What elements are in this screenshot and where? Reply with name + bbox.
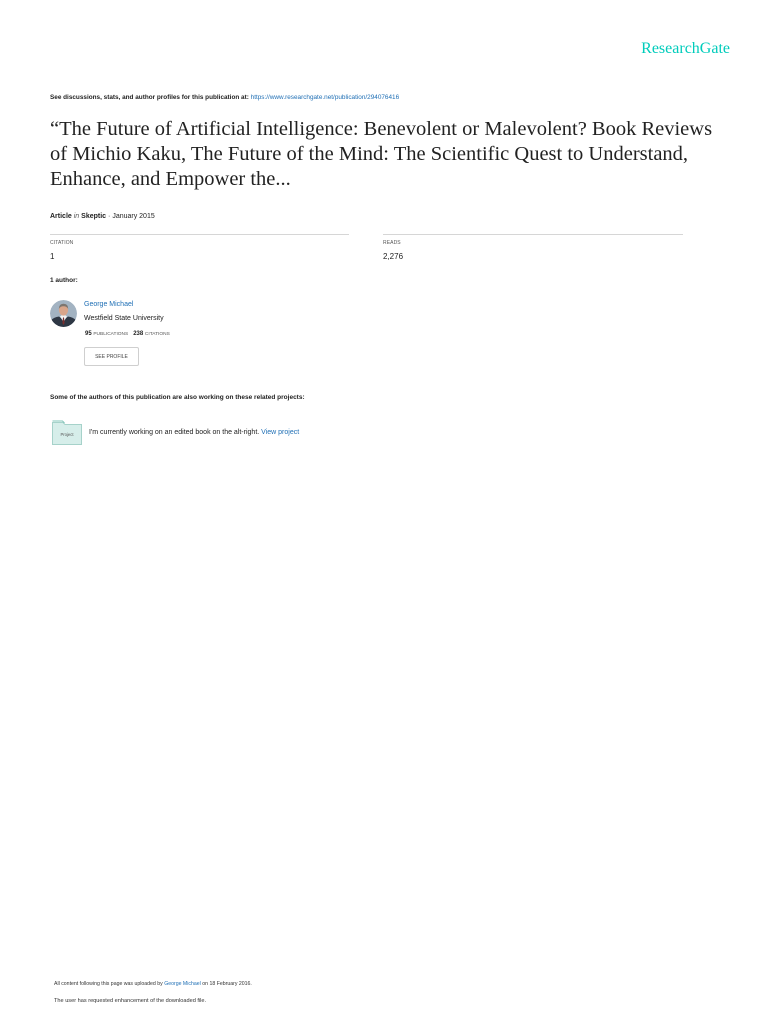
author-institution: Westfield State University — [84, 315, 164, 322]
publications-label: PUBLICATIONS — [93, 332, 129, 337]
citation-label: CITATION — [50, 240, 74, 246]
project-folder-icon[interactable] — [52, 420, 82, 445]
publication-title: “The Future of Artificial Intelligence: Benevolent or Malevolent? Book Reviews of Michio Kaku, The Future of the Mind: The Scientific Quest to Understand, Enhance, and Empower the... — [50, 118, 713, 190]
publication-url-link[interactable]: https://www.researchgate.net/publication/294076416 — [250, 94, 400, 101]
citation-divider — [50, 234, 349, 235]
see-profile-button[interactable]: SEE PROFILE — [84, 347, 139, 366]
publications-count: 95 — [85, 331, 92, 337]
enhancement-note: The user has requested enhancement of the downloaded file. — [54, 998, 207, 1004]
researchgate-logo[interactable]: ResearchGate — [641, 40, 730, 57]
in-word: in — [73, 213, 80, 220]
upload-prefix: All content following this page was uploaded by — [54, 981, 163, 987]
author-avatar[interactable] — [50, 300, 77, 327]
related-projects-heading: Some of the authors of this publication are also working on these related projects: — [50, 394, 305, 401]
upload-note — [54, 981, 252, 987]
citation-value: 1 — [50, 252, 55, 261]
publication-date: January 2015 — [112, 213, 155, 220]
project-icon-label: Project — [60, 432, 74, 437]
publication-type: Article — [50, 213, 72, 220]
uploader-link[interactable]: George Michael — [164, 981, 201, 987]
person-photo-icon — [50, 300, 77, 327]
citations-label: CITATIONS — [144, 332, 170, 337]
discussion-text: See discussions, stats, and author profiles for this publication at: — [50, 94, 249, 101]
upload-suffix: on 18 February 2016. — [202, 981, 252, 987]
reads-divider — [383, 234, 683, 235]
publication-link-line — [50, 94, 399, 101]
author-stats — [85, 331, 170, 337]
project-description: I'm currently working on an edited book on the alt-right. — [89, 429, 260, 436]
publication-meta — [50, 213, 155, 220]
date-separator: · — [108, 213, 111, 220]
reads-label: READS — [383, 240, 401, 246]
project-list-item — [89, 429, 299, 436]
view-project-link[interactable]: View project — [261, 429, 300, 436]
reads-value: 2,276 — [383, 252, 404, 261]
citations-count: 238 — [133, 331, 144, 337]
author-name-link[interactable]: George Michael — [84, 301, 134, 308]
authors-heading: 1 author: — [50, 277, 78, 284]
journal-name: Skeptic — [81, 213, 107, 220]
